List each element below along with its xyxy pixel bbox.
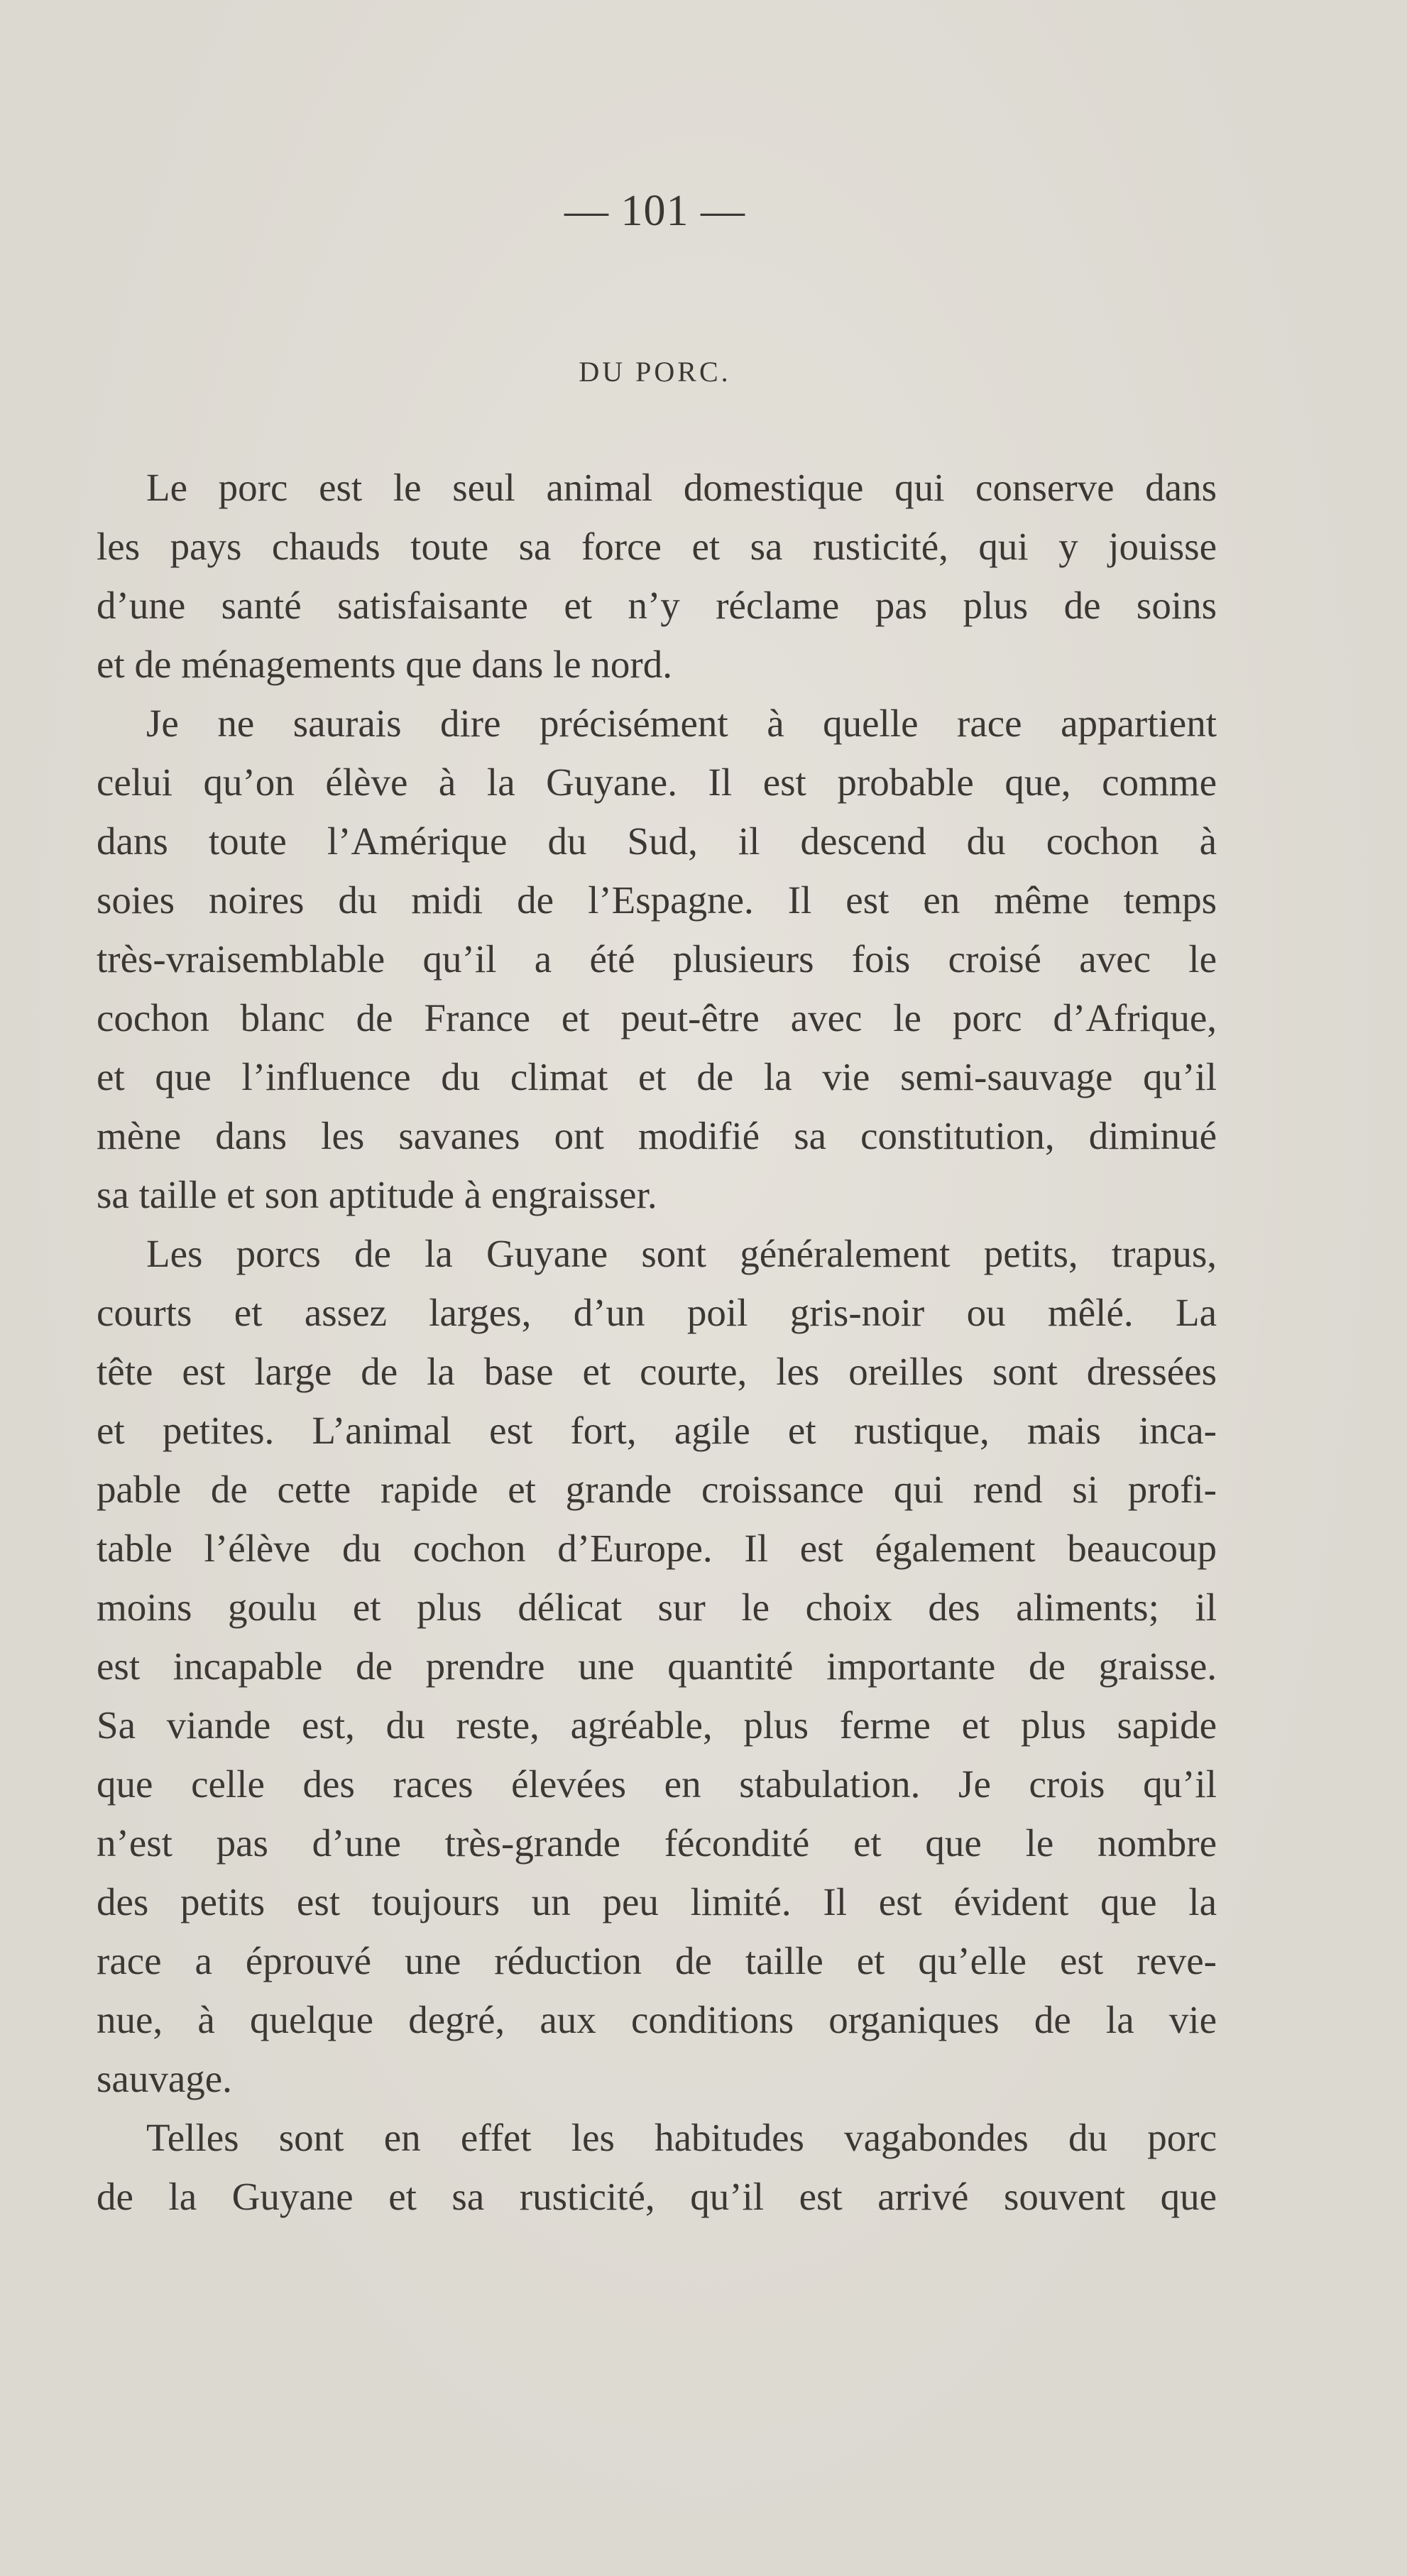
text-line: Telles sont en effet les habitudes vagabondes du porc xyxy=(146,2116,1217,2159)
text-line: table l’élève du cochon d’Europe. Il est également beaucoup xyxy=(97,1527,1217,1570)
body-text xyxy=(97,458,1217,2226)
text-line: et de ménagements que dans le nord. xyxy=(97,643,672,686)
text-line: et que l’influence du climat et de la vie semi-sauvage qu’il xyxy=(97,1055,1217,1098)
text-line: de la Guyane et sa rusticité, qu’il est arrivé souvent que xyxy=(97,2175,1217,2218)
text-line: que celle des races élevées en stabulation. Je crois qu’il xyxy=(97,1762,1217,1806)
text-line: race a éprouvé une réduction de taille et qu’elle est reve- xyxy=(97,1939,1217,1982)
text-line: très-vraisemblable qu’il a été plusieurs fois croisé avec le xyxy=(97,937,1217,981)
text-line: nue, à quelque degré, aux conditions organiques de la vie xyxy=(97,1998,1217,2041)
text-line: tête est large de la base et courte, les oreilles sont dressées xyxy=(97,1350,1217,1393)
text-line: Sa viande est, du reste, agréable, plus ferme et plus sapide xyxy=(97,1703,1217,1747)
text-line: sauvage. xyxy=(97,2057,232,2100)
text-line: cochon blanc de France et peut-être avec le porc d’Afrique, xyxy=(97,996,1217,1039)
text-line: celui qu’on élève à la Guyane. Il est probable que, comme xyxy=(97,760,1217,804)
page-number: — 101 — xyxy=(564,187,745,235)
text-line: d’une santé satisfaisante et n’y réclame pas plus de soins xyxy=(97,584,1217,627)
text-line: les pays chauds toute sa force et sa rusticité, qui y jouisse xyxy=(97,525,1217,568)
text-line: Je ne saurais dire précisément à quelle race appartient xyxy=(146,702,1217,745)
text-line: soies noires du midi de l’Espagne. Il est en même temps xyxy=(97,878,1217,922)
text-line: pable de cette rapide et grande croissance qui rend si profi- xyxy=(97,1468,1217,1511)
text-line: dans toute l’Amérique du Sud, il descend du cochon à xyxy=(97,819,1217,863)
text-line: sa taille et son aptitude à engraisser. xyxy=(97,1173,657,1216)
text-line: n’est pas d’une très-grande fécondité et que le nombre xyxy=(97,1821,1217,1865)
text-line: Les porcs de la Guyane sont généralement petits, trapus, xyxy=(146,1232,1217,1275)
text-line: Le porc est le seul animal domestique qui conserve dans xyxy=(146,466,1217,509)
section-heading: DU PORC. xyxy=(579,356,731,388)
text-line: mène dans les savanes ont modifié sa constitution, diminué xyxy=(97,1114,1217,1157)
text-line: courts et assez larges, d’un poil gris-noir ou mêlé. La xyxy=(97,1291,1217,1334)
text-line: des petits est toujours un peu limité. Il est évident que la xyxy=(97,1880,1217,1923)
text-line: est incapable de prendre une quantité importante de graisse. xyxy=(97,1644,1217,1688)
text-line: et petites. L’animal est fort, agile et rustique, mais inca- xyxy=(97,1409,1217,1452)
text-line: moins goulu et plus délicat sur le choix des aliments; il xyxy=(97,1586,1217,1629)
